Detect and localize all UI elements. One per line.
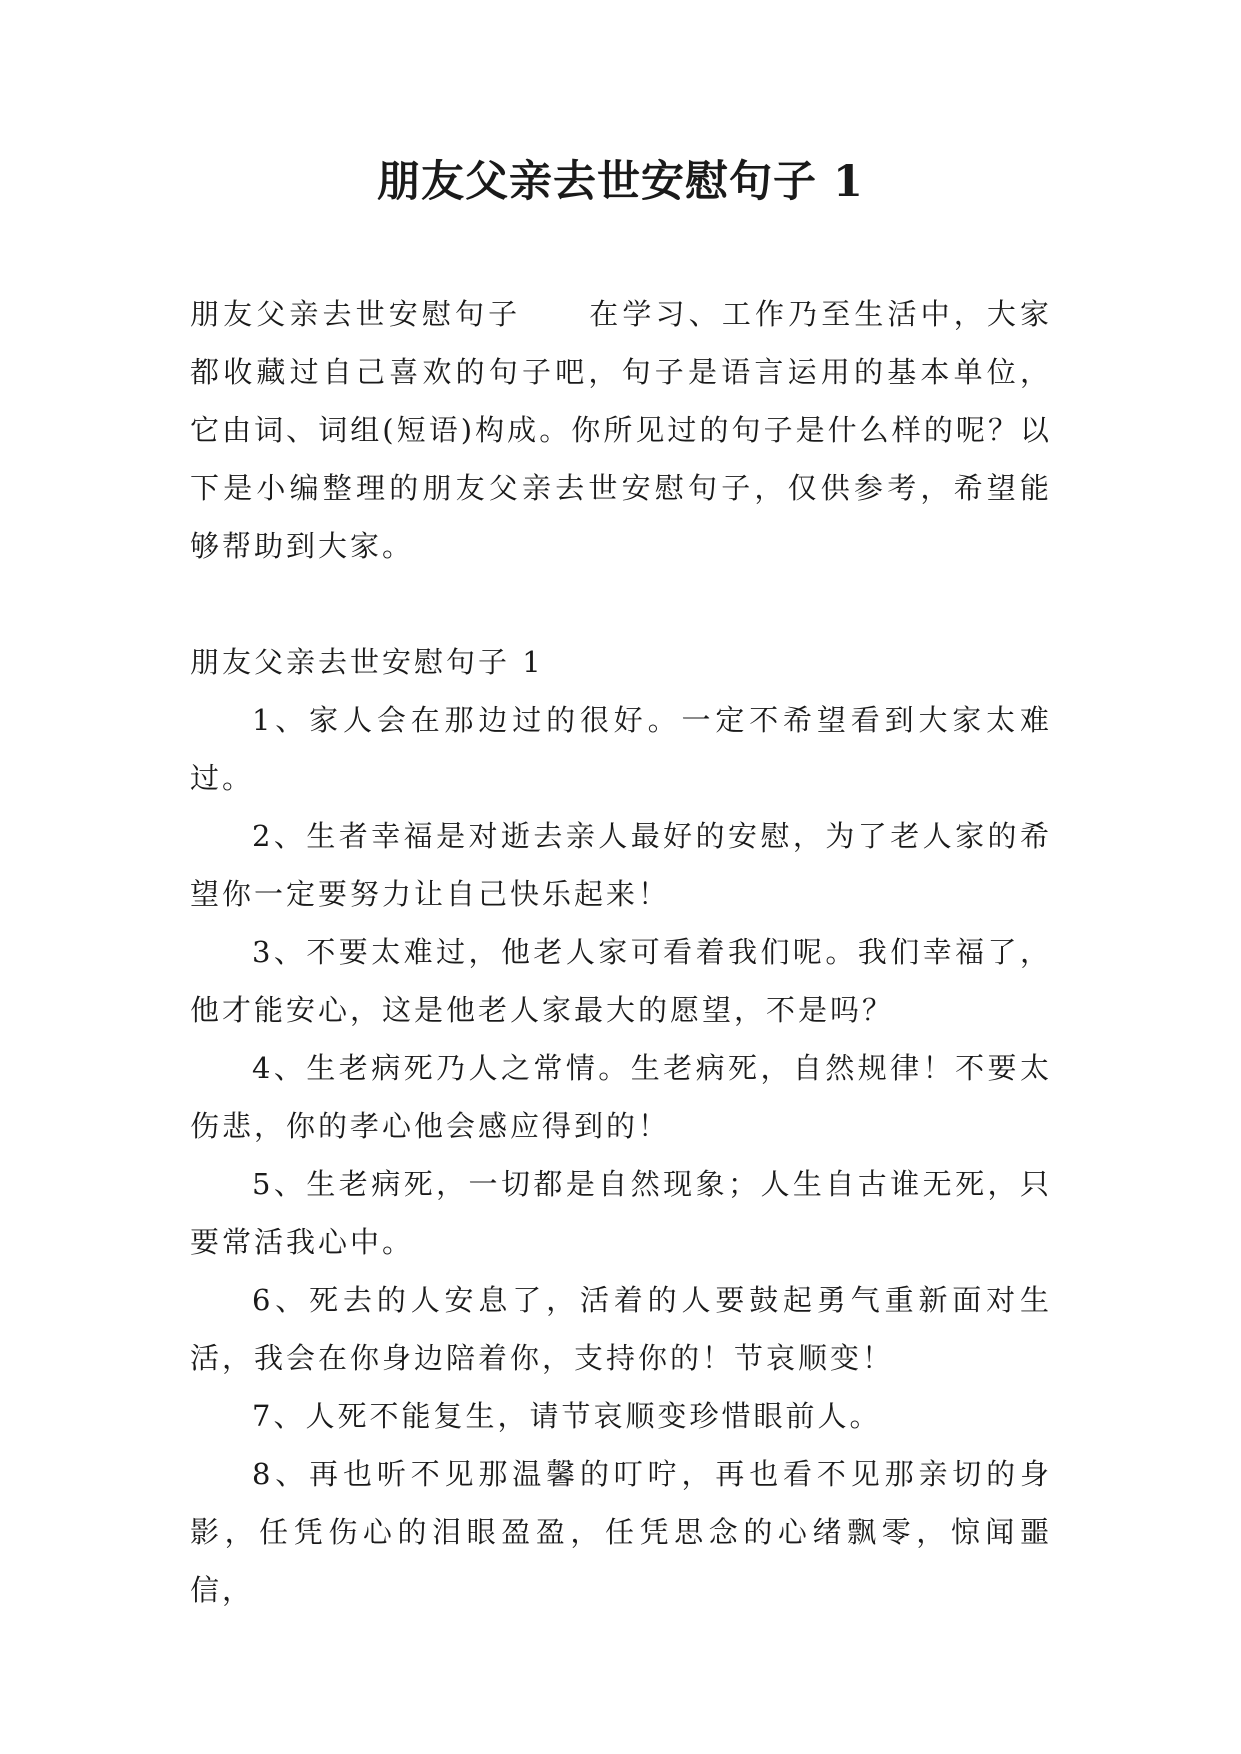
list-item: 6、死去的人安息了，活着的人要鼓起勇气重新面对生活，我会在你身边陪着你，支持你的！节哀顺变！ [190,1283,1052,1375]
document-body [190,285,1052,1619]
intro-paragraph [190,285,1052,575]
intro-text: 在学习、工作乃至生活中，大家都收藏过自己喜欢的句子吧，句子是语言运用的基本单位，它由词、词组(短语)构成。你所见过的句子是什么样的呢？以下是小编整理的朋友父亲去世安慰句子，仅供参考，希望能够帮助到大家。 [190,297,1052,563]
list-item: 1、家人会在那边过的很好。一定不希望看到大家太难过。 [190,703,1052,795]
list-item: 2、生者幸福是对逝去亲人最好的安慰，为了老人家的希望你一定要努力让自己快乐起来！ [190,819,1052,911]
document-title: 朋友父亲去世安慰句子 1 [377,157,864,207]
list-item: 4、生老病死乃人之常情。生老病死，自然规律！不要太伤悲，你的孝心他会感应得到的！ [190,1051,1052,1143]
list-item: 5、生老病死，一切都是自然现象；人生自古谁无死，只要常活我心中。 [190,1167,1052,1259]
list-item: 8、再也听不见那温馨的叮咛，再也看不见那亲切的身影，任凭伤心的泪眼盈盈，任凭思念的心绪飘零，惊闻噩信， [190,1457,1052,1607]
intro-lead: 朋友父亲去世安慰句子 [190,297,522,331]
list-item: 3、不要太难过，他老人家可看着我们呢。我们幸福了，他才能安心，这是他老人家最大的愿望，不是吗？ [190,935,1052,1027]
list-item: 7、人死不能复生，请节哀顺变珍惜眼前人。 [252,1399,882,1433]
section-heading: 朋友父亲去世安慰句子 1 [190,645,544,679]
paragraph-spacer [190,575,1052,633]
